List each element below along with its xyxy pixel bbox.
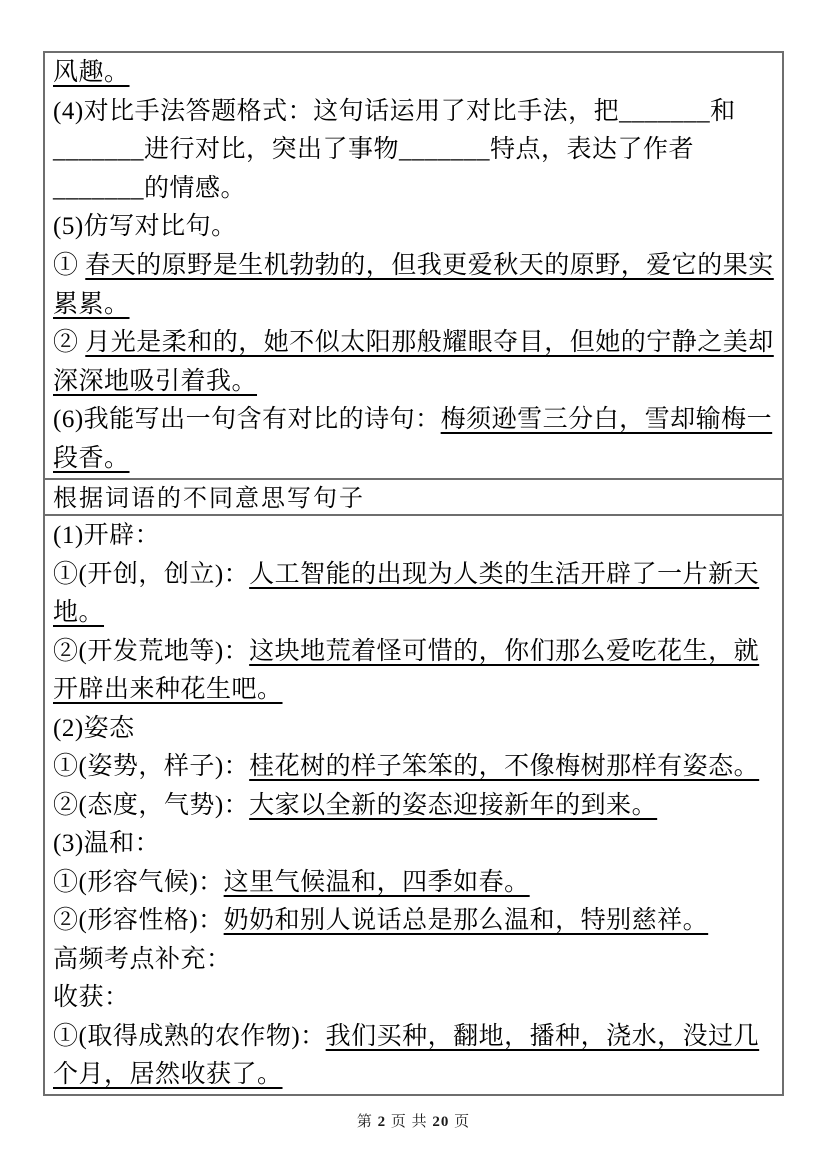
paragraph xyxy=(53,208,776,247)
paragraph xyxy=(53,247,776,324)
paragraph xyxy=(53,864,776,903)
text-segment: 高频考点补充： xyxy=(53,945,232,973)
text-segment: 梅须逊雪三分白，雪却输梅一段香。 xyxy=(53,406,773,472)
text-segment: (3)温和： xyxy=(53,830,161,857)
text-segment: 收获： xyxy=(53,984,130,1011)
text-segment: 这里气候温和，四季如春。 xyxy=(223,868,530,896)
text-segment: 2 xyxy=(377,1114,387,1130)
text-segment: (5)仿写对比句。 xyxy=(53,213,237,241)
text-segment: 桂花树的样子笨笨的，不像梅树那样有姿态。 xyxy=(249,753,760,780)
paragraph xyxy=(53,748,776,787)
worksheet-table xyxy=(43,51,784,1096)
text-segment: 风趣。 xyxy=(53,59,130,86)
text-segment: ② xyxy=(53,329,86,357)
text-segment: 大家以全新的姿态迎接新年的到来。 xyxy=(249,791,658,819)
text-segment: 月光是柔和的，她不似太阳那般耀眼夺目，但她的宁静之美却深深地吸引着我。 xyxy=(53,329,774,395)
text-segment: ②(形容性格)： xyxy=(53,907,224,934)
text-segment: ①(形容气候)： xyxy=(53,868,224,896)
paragraph xyxy=(53,93,776,209)
text-segment: ②(态度，气势)： xyxy=(53,791,250,819)
text-segment: (1)开辟： xyxy=(53,522,161,549)
section-contrast-techniques xyxy=(45,53,782,478)
text-segment: ① xyxy=(53,251,86,279)
text-segment: 第 xyxy=(356,1114,378,1130)
text-segment: ②(开发荒地等)： xyxy=(53,637,250,665)
paragraph xyxy=(53,979,776,1018)
paragraph xyxy=(53,902,776,941)
text-segment: 人工智能的出现为人类的生活开辟了一片新天地。 xyxy=(53,560,760,626)
text-segment: (2)姿态 xyxy=(53,714,135,742)
page-number-footer xyxy=(0,1110,827,1131)
paragraph xyxy=(53,1018,776,1095)
text-segment: ①(取得成熟的农作物)： xyxy=(53,1022,326,1050)
paragraph xyxy=(53,324,776,401)
text-segment: 20 xyxy=(432,1114,450,1130)
paragraph xyxy=(53,54,776,93)
paragraph xyxy=(53,787,776,826)
paragraph xyxy=(53,556,776,633)
paragraph xyxy=(53,633,776,710)
text-segment: (4)对比手法答题格式：这句话运用了对比手法，把_______和_______进行对比，突出了事物_______特点，表达了作者_______的情感。 xyxy=(53,97,736,202)
text-segment: 我们买种，翻地，播种，浇水，没过几个月，居然收获了。 xyxy=(53,1022,760,1088)
paragraph xyxy=(53,941,776,980)
text-segment: 奶奶和别人说话总是那么温和，特别慈祥。 xyxy=(223,907,709,934)
text-segment: 这块地荒着怪可惜的，你们那么爱吃花生，就开辟出来种花生吧。 xyxy=(53,637,760,703)
text-segment: 春天的原野是生机勃勃的，但我更爱秋天的原野，爱它的果实累累。 xyxy=(53,251,774,318)
section-word-meanings xyxy=(45,516,782,1094)
paragraph xyxy=(53,517,776,556)
paragraph xyxy=(53,825,776,864)
text-segment: (6)我能写出一句含有对比的诗句： xyxy=(53,406,441,434)
paragraph xyxy=(53,710,776,749)
text-segment: ①(姿势，样子)： xyxy=(53,753,250,780)
text-segment: 页 共 xyxy=(386,1114,433,1130)
section-header-write-sentences: 根据词语的不同意思写句子 xyxy=(45,478,782,516)
text-segment: ①(开创，创立)： xyxy=(53,560,250,588)
text-segment: 页 xyxy=(449,1114,471,1130)
paragraph xyxy=(53,401,776,478)
